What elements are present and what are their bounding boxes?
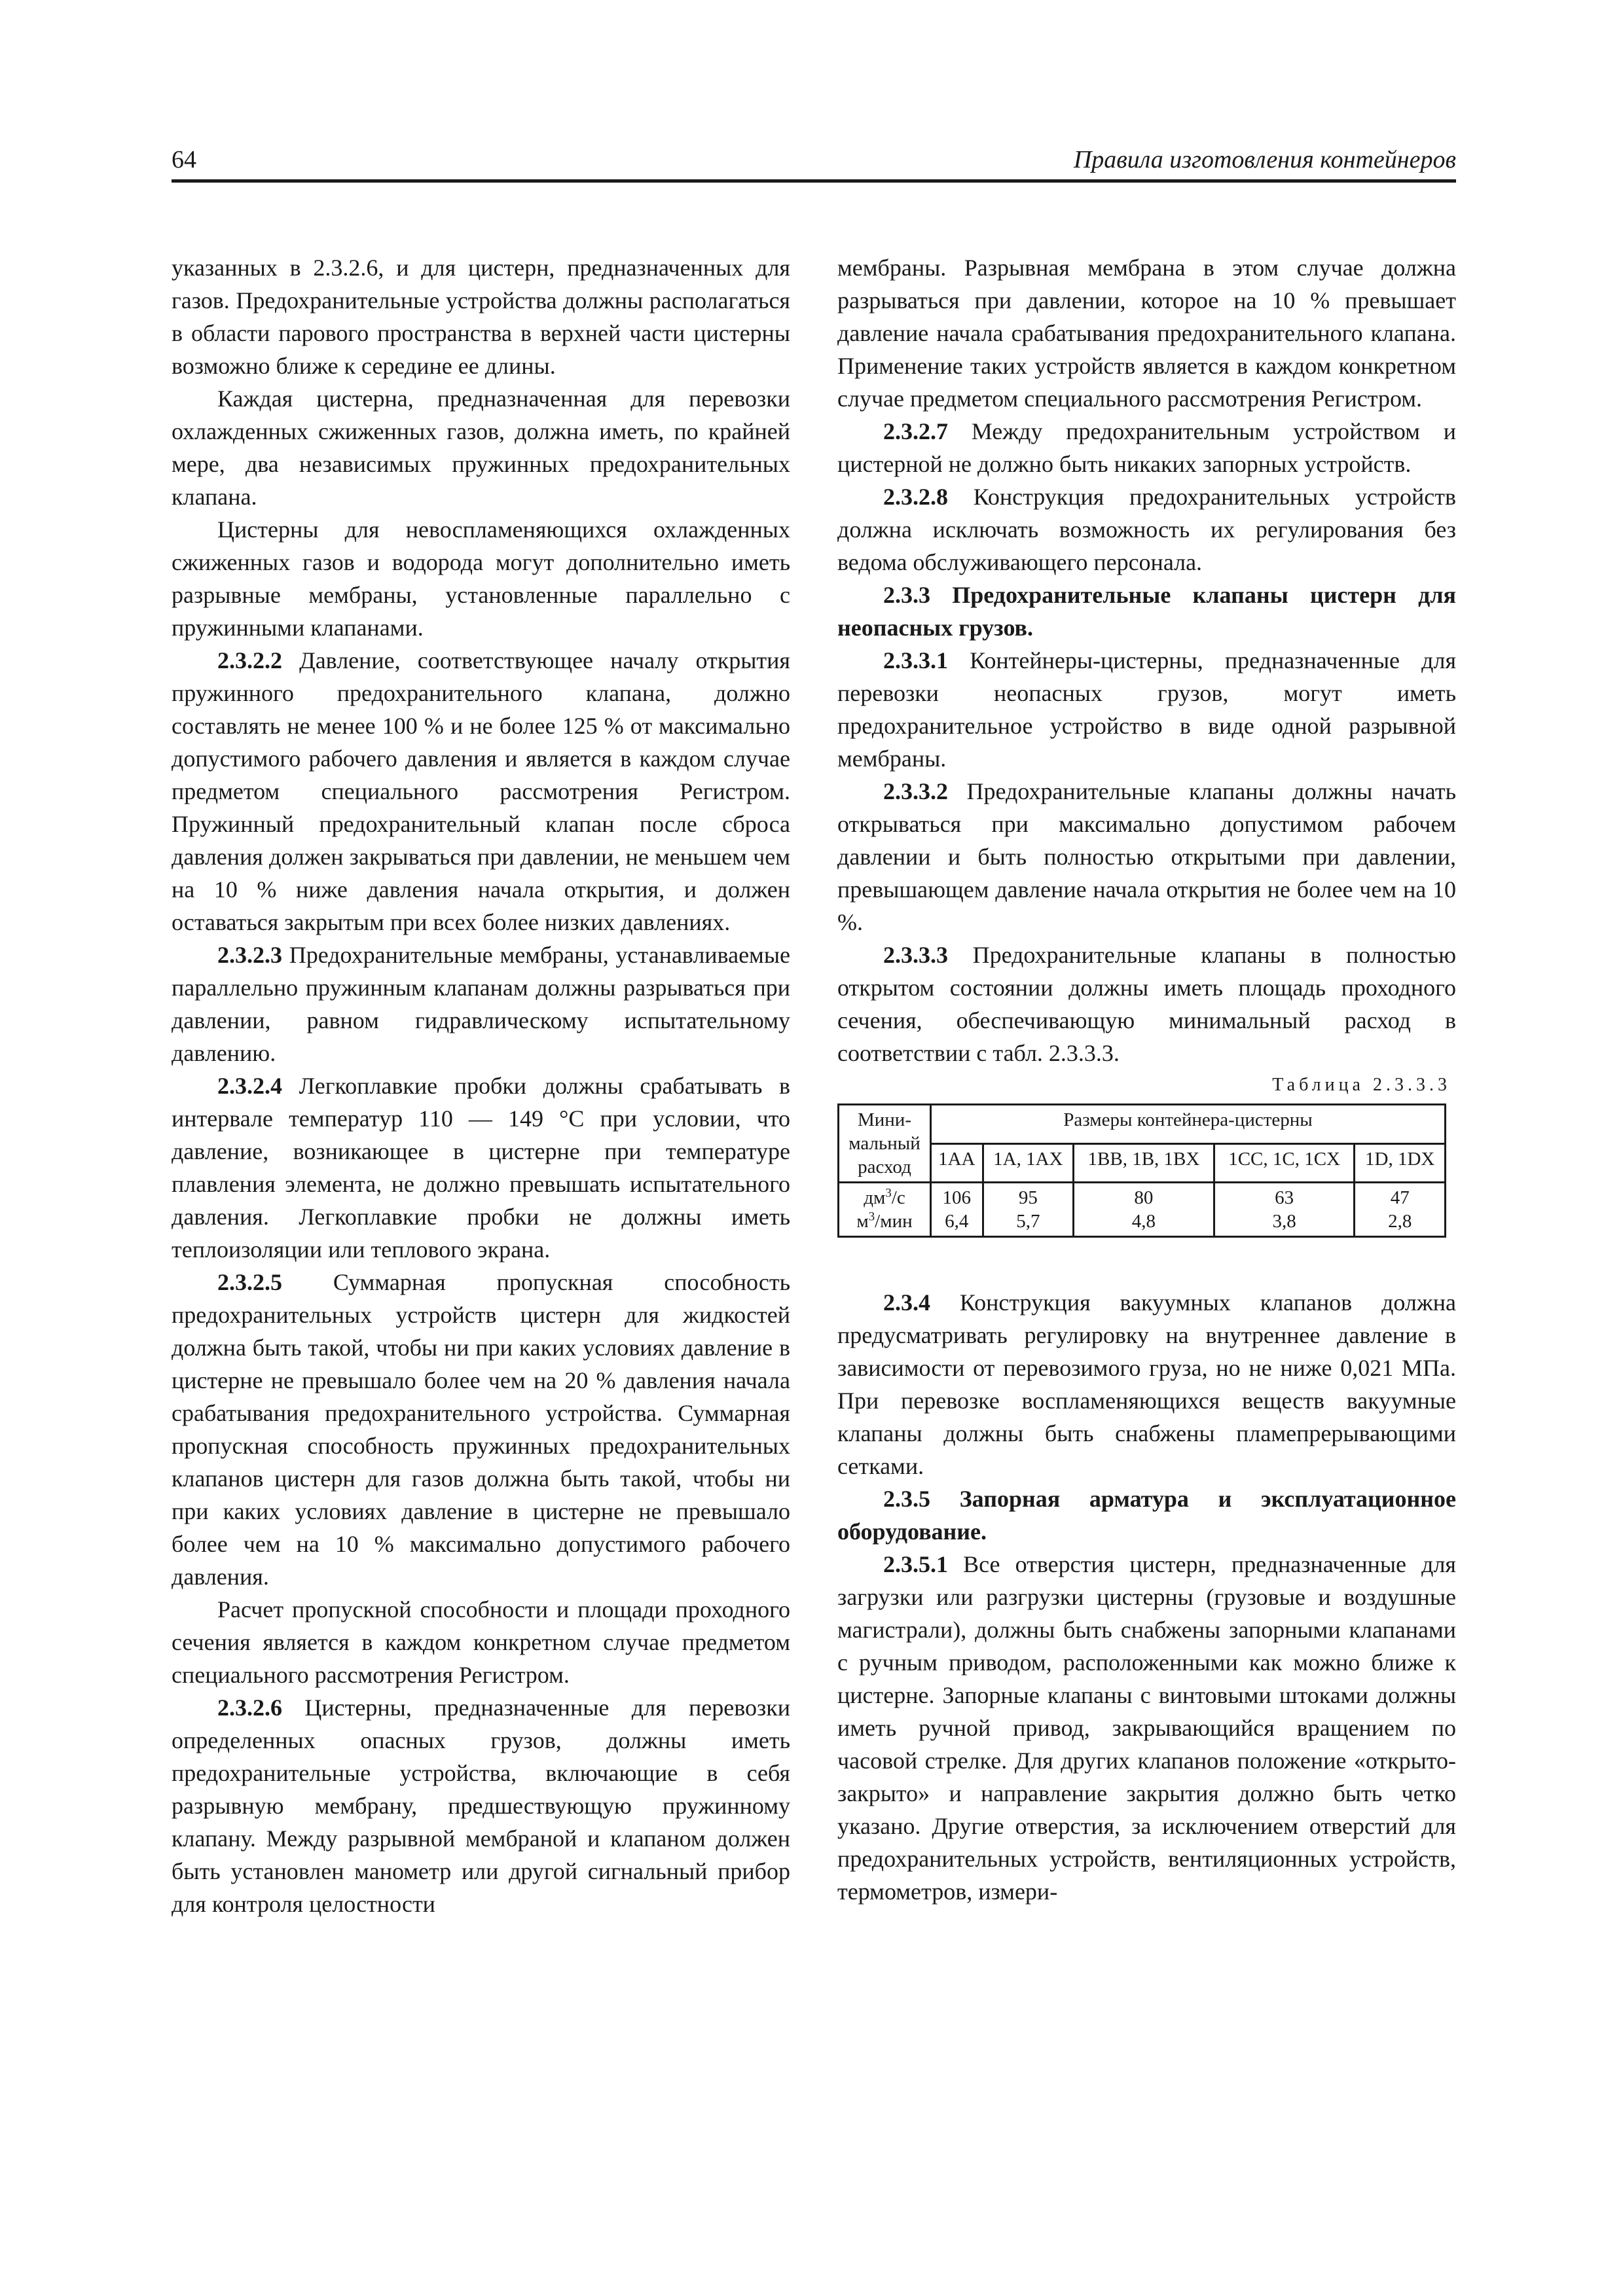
clause-text: Цистерны, предназначенные для перевозки определенных опасных грузов, должны иметь предохранительные устройства, включающие в себя разрывную мембрану, предшествующую пружинному клапану. Между разрывной мембраной и клапаном должен быть установлен манометр или другой сигнальный прибор для контроля целостности <box>172 1695 790 1917</box>
value-cell <box>1355 1183 1446 1237</box>
page-header <box>172 143 1456 183</box>
value: 2,8 <box>1388 1211 1412 1232</box>
flow-rate-table <box>837 1103 1446 1238</box>
table-caption: Таблица 2.3.3.3 <box>1272 1075 1451 1095</box>
clause-text: Легкоплавкие пробки должны срабатывать в интервале температур 110 — 149 °C при условии, что давление, возникающее в цистерне при температуре плавления элемента, не должно превышать испытательного давления. Легкоплавкие пробки не должны иметь теплоизоляции или теплового экрана. <box>172 1073 790 1263</box>
page-number: 64 <box>172 146 196 173</box>
clause-2-3-2-2 <box>172 644 790 939</box>
value: 3,8 <box>1272 1211 1296 1232</box>
row-header-line: расход <box>858 1157 911 1177</box>
value-cell <box>1074 1183 1214 1237</box>
clause-2-3-3-1 <box>837 644 1456 775</box>
column-header: 1BB, 1B, 1BX <box>1074 1143 1214 1183</box>
value: 5,7 <box>1016 1211 1040 1232</box>
section-heading-2-3-3: 2.3.3 Предохранительные клапаны цистерн для неопасных грузов. <box>837 582 1456 641</box>
unit-exponent: 3 <box>868 1210 875 1224</box>
clause-2-3-2-8 <box>837 480 1456 579</box>
clause-2-3-4 <box>837 1286 1456 1482</box>
value-cell <box>931 1183 983 1237</box>
paragraph: Расчет пропускной способности и площади проходного сечения является в каждом конкретном случае предметом специального рассмотрения Регистром. <box>172 1596 790 1688</box>
clause-number: 2.3.2.6 <box>217 1695 282 1721</box>
section-heading-2-3-5: 2.3.5 Запорная арматура и эксплуатационное оборудование. <box>837 1486 1456 1545</box>
clause-2-3-3-2 <box>837 775 1456 939</box>
unit-text: м <box>856 1211 869 1232</box>
clause-number: 2.3.3.3 <box>883 942 948 968</box>
row-header-line: мальный <box>848 1133 921 1154</box>
group-header: Размеры контейнера-цистерны <box>931 1105 1446 1144</box>
clause-text: Предохранительные клапаны в полностью открытом состоянии должны иметь площадь проходного сечения, обеспечивающую минимальный расход в соответствии с табл. 2.3.3.3. <box>837 942 1456 1066</box>
left-column <box>172 251 790 1920</box>
paragraph: мембраны. Разрывная мембрана в этом случае должна разрываться при давлении, которое на 10 % превышает давление начала срабатывания предохранительного клапана. Применение таких устройств является в каждом конкретном случае предметом специального рассмотрения Регистром. <box>837 255 1456 412</box>
unit-text: /мин <box>875 1211 913 1232</box>
value: 80 <box>1134 1187 1154 1208</box>
unit-text: /с <box>891 1187 905 1208</box>
clause-text: Контейнеры-цистерны, предназначенные для перевозки неопасных грузов, могут иметь предохранительное устройство в виде одной разрывной мембраны. <box>837 647 1456 772</box>
value: 95 <box>1018 1187 1038 1208</box>
value-cell <box>983 1183 1074 1237</box>
spacer <box>837 1238 1456 1286</box>
unit-text: дм <box>864 1187 886 1208</box>
clause-text: Давление, соответствующее началу открытия пружинного предохранительного клапана, должно составлять не менее 100 % и не более 125 % от максимально допустимого рабочего давления и является в каждом случае предметом специального рассмотрения Регистром. Пружинный предохранительный клапан после сброса давления должен закрываться при давлении, не меньшем чем на 10 % ниже давления начала открытия, и должен оставаться закрытым при всех более низких давлениях. <box>172 647 790 935</box>
value: 47 <box>1390 1187 1410 1208</box>
column-header: 1D, 1DX <box>1355 1143 1446 1183</box>
clause-2-3-2-5 <box>172 1266 790 1593</box>
clause-number: 2.3.3.1 <box>883 647 948 673</box>
clause-text: Конструкция предохранительных устройств должна исключать возможность их регулирования без ведома обслуживающего персонала. <box>837 484 1456 575</box>
right-column <box>837 251 1456 1908</box>
clause-number: 2.3.2.3 <box>217 942 282 968</box>
clause-number: 2.3.2.4 <box>217 1073 282 1099</box>
clause-number: 2.3.5.1 <box>883 1551 948 1577</box>
unit-m3 <box>842 1210 927 1233</box>
value: 63 <box>1275 1187 1294 1208</box>
clause-2-3-2-4 <box>172 1069 790 1266</box>
clause-2-3-3-3 <box>837 939 1456 1069</box>
clause-2-3-2-6 <box>172 1691 790 1920</box>
clause-number: 2.3.2.7 <box>883 418 948 444</box>
value: 6,4 <box>945 1211 969 1232</box>
clause-number: 2.3.2.5 <box>217 1269 282 1295</box>
row-header-cell <box>839 1105 931 1183</box>
paragraph: Цистерны для невоспламеняющихся охлажденных сжиженных газов и водорода могут дополнительно иметь разрывные мембраны, установленные параллельно с пружинными клапанами. <box>172 516 790 641</box>
clause-text: Суммарная пропускная способность предохранительных устройств цистерн для жидкостей должна быть такой, чтобы ни при каких условиях давление в цистерне не превышало более чем на 20 % давления начала срабатывания предохранительного устройства. Суммарная пропускная способность пружинных предохранительных клапанов цистерн для газов должна быть такой, чтобы ни при каких условиях давление в цистерне не превышало более чем на 10 % максимально допустимого рабочего давления. <box>172 1269 790 1590</box>
clause-number: 2.3.2.8 <box>883 484 948 510</box>
row-header-line: Мини- <box>857 1109 911 1130</box>
column-header: 1AA <box>931 1143 983 1183</box>
clause-text: Конструкция вакуумных клапанов должна предусматривать регулировку на внутреннее давление в зависимости от перевозимого груза, но не ниже 0,021 МПа. При перевозке воспламеняющихся веществ вакуумные клапаны должны быть снабжены пламепрерывающими сетками. <box>837 1289 1456 1479</box>
unit-dm3 <box>842 1186 927 1210</box>
value-cell <box>1214 1183 1355 1237</box>
unit-exponent: 3 <box>885 1186 892 1200</box>
paragraph: указанных в 2.3.2.6, и для цистерн, предназначенных для газов. Предохранительные устройства должны располагаться в области парового пространства в верхней части цистерны возможно ближе к середине ее длины. <box>172 255 790 379</box>
clause-text: Все отверстия цистерн, предназначенные для загрузки или разгрузки цистерны (грузовые и воздушные магистрали), должны быть снабжены запорными клапанами с ручным приводом, расположенными как можно ближе к цистерне. Запорные клапаны с винтовыми штоками должны иметь ручной привод, закрывающийся вращением по часовой стрелке. Для других клапанов положение «открыто-закрыто» и направление закрытия должно быть четко указано. Другие отверстия, за исключением отверстий для предохранительных устройств, вентиляционных устройств, термометров, измери- <box>837 1551 1456 1905</box>
clause-number: 2.3.2.2 <box>217 647 282 673</box>
clause-text: Предохранительные клапаны должны начать открываться при максимально допустимом рабочем давлении и быть полностью открытыми при давлении, превышающем давление начала открытия не более чем на 10 %. <box>837 778 1456 935</box>
column-header: 1CC, 1C, 1CX <box>1214 1143 1355 1183</box>
paragraph: Каждая цистерна, предназначенная для перевозки охлажденных сжиженных газов, должна иметь, по крайней мере, два независимых пружинных предохранительных клапана. <box>172 386 790 510</box>
clause-text: Предохранительные мембраны, устанавливаемые параллельно пружинным клапанам должны разрываться при давлении, равном гидравлическому испытательному давлению. <box>172 942 790 1066</box>
value: 106 <box>942 1187 972 1208</box>
clause-2-3-2-3 <box>172 939 790 1069</box>
clause-text: Между предохранительным устройством и цистерной не должно быть никаких запорных устройств. <box>837 418 1456 477</box>
column-header: 1A, 1AX <box>983 1143 1074 1183</box>
unit-cell <box>839 1183 931 1237</box>
clause-number: 2.3.3.2 <box>883 778 948 804</box>
clause-number: 2.3.4 <box>883 1289 930 1316</box>
clause-2-3-2-7 <box>837 415 1456 480</box>
running-title: Правила изготовления контейнеров <box>1073 146 1456 173</box>
clause-2-3-5-1 <box>837 1548 1456 1908</box>
value: 4,8 <box>1131 1211 1156 1232</box>
